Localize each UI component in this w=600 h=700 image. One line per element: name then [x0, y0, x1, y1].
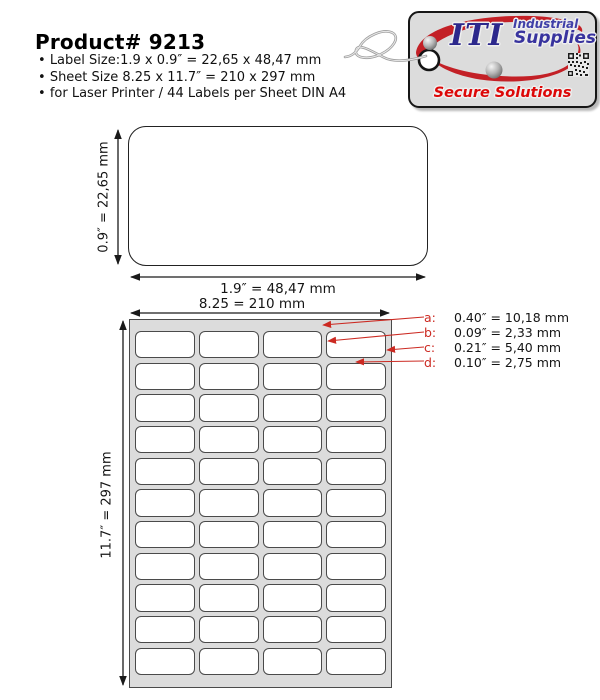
label-cell [135, 584, 195, 611]
metal-sphere-large [486, 62, 503, 79]
label-cell [199, 616, 259, 643]
label-cell [326, 553, 386, 580]
spec-sheet-size: • Sheet Size 8.25 x 11.7″ = 210 x 297 mm [38, 70, 346, 87]
annotation-d-value: 0.10″ = 2,75 mm [454, 355, 562, 370]
sheet-width-dimension: 8.25 = 210 mm [198, 296, 306, 312]
label-cell [326, 394, 386, 421]
annotation-c-key: c: [424, 340, 436, 355]
label-cell [199, 331, 259, 358]
annotation-a-key: a: [424, 310, 436, 325]
label-cell [135, 363, 195, 390]
label-cell [263, 616, 323, 643]
annotation-b-value: 0.09″ = 2,33 mm [454, 325, 562, 340]
metal-sphere-small [423, 36, 437, 50]
label-cell [326, 458, 386, 485]
label-cell [135, 521, 195, 548]
annotation-a-value: 0.40″ = 10,18 mm [454, 310, 570, 325]
label-cell [263, 426, 323, 453]
brand-tag-logo [408, 11, 597, 108]
label-cell [263, 584, 323, 611]
label-cell [326, 331, 386, 358]
label-cell [199, 648, 259, 675]
single-label-outline [128, 126, 428, 266]
label-cell [199, 458, 259, 485]
brand-supplies-text: Supplies [514, 28, 596, 48]
label-cell [135, 394, 195, 421]
sheet-outline [129, 319, 392, 688]
label-cell [326, 363, 386, 390]
brand-tagline: Secure Solutions [433, 85, 572, 101]
label-cell [199, 521, 259, 548]
annotation-c-value: 0.21″ = 5,40 mm [454, 340, 562, 355]
label-height-dimension: 0.9″ = 22,65 mm [96, 141, 112, 253]
label-cell [326, 648, 386, 675]
label-cell [199, 363, 259, 390]
label-cell [199, 584, 259, 611]
label-cell [326, 489, 386, 516]
product-spec-list [38, 53, 346, 103]
label-cell [326, 584, 386, 611]
leader-c [387, 347, 424, 350]
label-width-dimension: 1.9″ = 48,47 mm [220, 281, 336, 297]
label-cell [135, 648, 195, 675]
label-cell [135, 331, 195, 358]
label-cell [263, 553, 323, 580]
page-title: Product# 9213 [35, 30, 206, 54]
annotation-b-key: b: [424, 325, 437, 340]
brand-iti-text: ITI [450, 18, 504, 53]
spec-printer-info: • for Laser Printer / 44 Labels per Sheet DIN A4 [38, 86, 346, 103]
label-cell [135, 458, 195, 485]
label-cell [135, 616, 195, 643]
annotation-b [424, 325, 561, 340]
annotation-a [424, 310, 569, 325]
label-cell [263, 648, 323, 675]
label-cell [135, 489, 195, 516]
label-cell [135, 553, 195, 580]
label-cell [326, 616, 386, 643]
label-cell [263, 331, 323, 358]
sheet-height-dimension: 11.7″ = 297 mm [99, 451, 115, 559]
label-cell [263, 458, 323, 485]
annotation-d-key: d: [424, 355, 437, 370]
label-cell [135, 426, 195, 453]
label-cell [199, 553, 259, 580]
label-cell [326, 521, 386, 548]
label-cell [263, 363, 323, 390]
qr-code-icon [568, 53, 589, 77]
spec-label-size: • Label Size:1.9 x 0.9″ = 22,65 x 48,47 mm [38, 53, 346, 70]
label-cell [199, 394, 259, 421]
annotation-c [424, 340, 561, 355]
tag-hole [419, 50, 439, 70]
label-cell [199, 489, 259, 516]
label-cell [263, 489, 323, 516]
label-cell [263, 521, 323, 548]
label-cell [199, 426, 259, 453]
annotation-d [424, 355, 561, 370]
brand-industrial-text: Industrial [513, 17, 579, 31]
label-grid [135, 331, 386, 675]
label-cell [263, 394, 323, 421]
label-cell [326, 426, 386, 453]
